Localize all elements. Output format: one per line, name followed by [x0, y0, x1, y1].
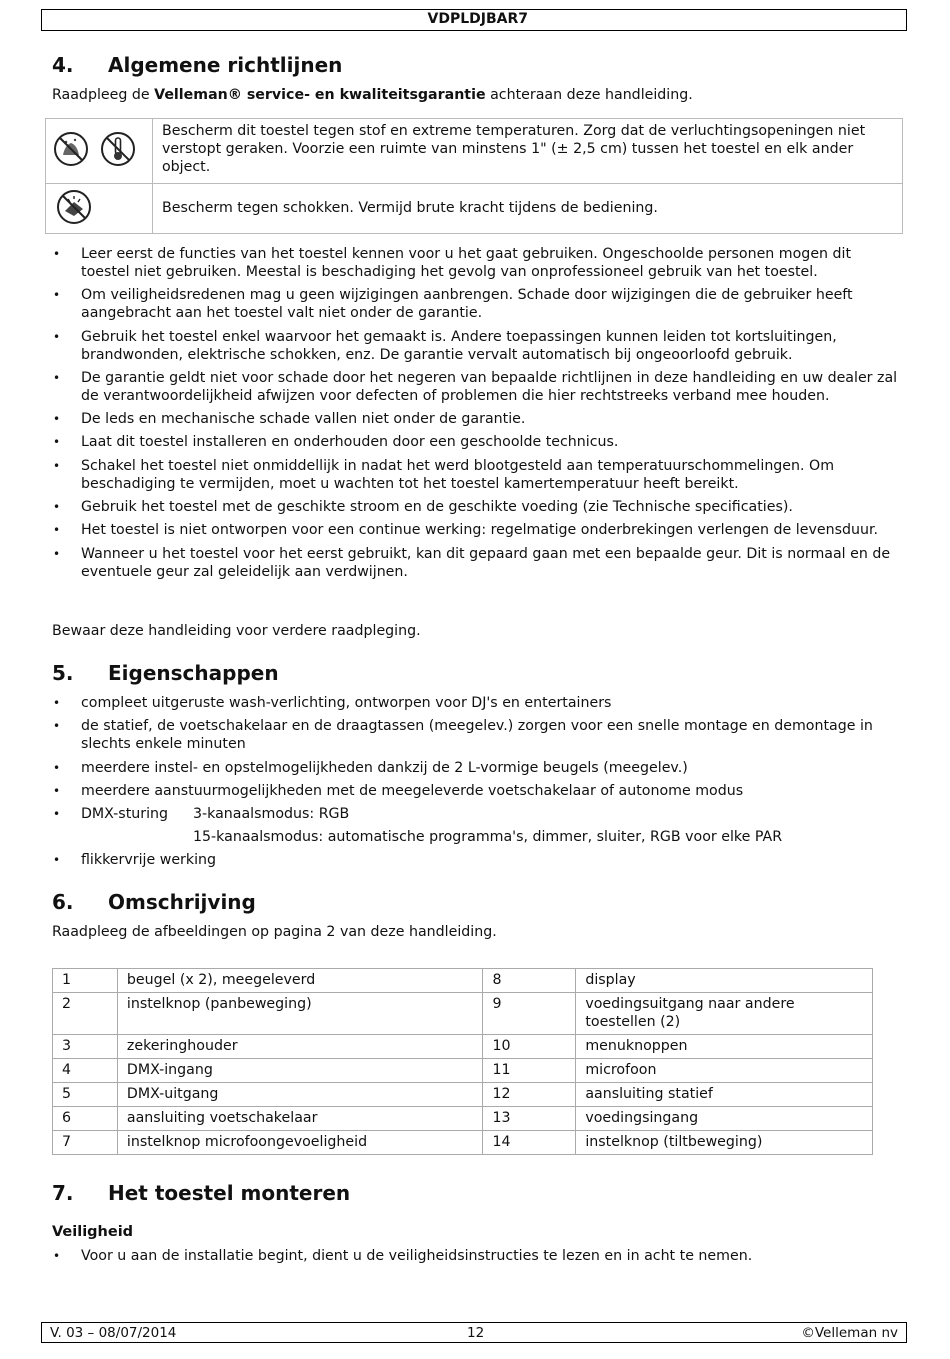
page-header: [41, 9, 907, 31]
table-row: [53, 969, 873, 993]
list-item: • Om veiligheidsredenen mag u geen wijzigingen aanbrengen. Schade door wijzigingen die de gebruiker heeft aangebracht aan het toestel valt niet onder de garantie.: [52, 286, 902, 322]
section-6-heading: [52, 890, 256, 914]
safety-text-shock: Bescherm tegen schokken. Vermijd brute kracht tijdens de bediening.: [162, 200, 658, 216]
section-4-closing: Bewaar deze handleiding voor verdere raadpleging.: [52, 623, 421, 639]
intro-text: Raadpleeg de: [52, 87, 155, 103]
part-number: 2: [53, 993, 118, 1035]
features-list: [52, 694, 902, 875]
table-row: [53, 1059, 873, 1083]
list-item: • Gebruik het toestel met de geschikte stroom en de geschikte voeding (zie Technische specificaties).: [52, 498, 902, 516]
part-description: aansluiting statief: [576, 1083, 873, 1107]
section-title: Algemene richtlijnen: [108, 53, 343, 77]
intro-text-end: achteraan deze handleiding.: [485, 87, 693, 103]
warranty-reference: Velleman® service- en kwaliteitsgarantie: [154, 87, 486, 103]
list-item: • Het toestel is niet ontworpen voor een continue werking: regelmatige onderbrekingen verlengen de levensduur.: [52, 521, 902, 539]
part-number: 13: [483, 1107, 576, 1131]
list-item: • De garantie geldt niet voor schade door het negeren van bepaalde richtlijnen in deze handleiding en uw dealer zal de verantwoordelijkheid afwijzen voor defecten of problemen die hier rechtstreeks verband mee houden.: [52, 369, 902, 405]
section-title: Het toestel monteren: [108, 1181, 351, 1205]
dmx-mode-15ch: 15-kanaalsmodus: automatische programma's, dimmer, sluiter, RGB voor elke PAR: [193, 829, 783, 846]
section-number: 4.: [52, 53, 74, 77]
list-item: • meerdere instel- en opstelmogelijkheden dankzij de 2 L-vormige beugels (meegelev.): [52, 759, 902, 777]
part-description: DMX-ingang: [117, 1059, 483, 1083]
part-number: 3: [53, 1035, 118, 1059]
part-description: aansluiting voetschakelaar: [117, 1107, 483, 1131]
part-description: DMX-uitgang: [117, 1083, 483, 1107]
list-item: • compleet uitgeruste wash-verlichting, ontworpen voor DJ's en entertainers: [52, 694, 902, 712]
dmx-label: • DMX-sturing: [81, 806, 169, 823]
general-guidelines-list: [52, 245, 902, 586]
part-number: 5: [53, 1083, 118, 1107]
part-description: instelknop microfoongevoeligheid: [117, 1131, 483, 1155]
safety-subheading: Veiligheid: [52, 1224, 134, 1240]
safety-text-dust-temperature: Bescherm dit toestel tegen stof en extreme temperaturen. Zorg dat de verluchtingsopeningen niet verstopt geraken. Voorzie een ruimte van minstens 1" (± 2,5 cm) tussen het toestel en elk ander object.: [162, 123, 866, 175]
list-item: • Laat dit toestel installeren en onderhouden door een geschoolde technicus.: [52, 433, 902, 451]
list-item: • Leer eerst de functies van het toestel kennen voor u het gaat gebruiken. Ongeschoolde personen mogen dit toestel niet gebruiken. Meestal is beschadiging het gevolg van onprofessioneel gebruik van het toestel.: [52, 245, 902, 281]
table-row: [53, 1083, 873, 1107]
section-6-intro: Raadpleeg de afbeeldingen op pagina 2 van deze handleiding.: [52, 924, 497, 940]
no-extreme-temperature-icon: [100, 131, 136, 167]
part-description: display: [576, 969, 873, 993]
part-description: instelknop (panbeweging): [117, 993, 483, 1035]
part-description: microfoon: [576, 1059, 873, 1083]
part-number: 12: [483, 1083, 576, 1107]
part-number: 1: [53, 969, 118, 993]
parts-table: [52, 968, 873, 1155]
part-description: voedingsingang: [576, 1107, 873, 1131]
table-row: [53, 1035, 873, 1059]
table-row: [53, 1107, 873, 1131]
table-row: [53, 1131, 873, 1155]
dmx-mode-3ch: 3-kanaalsmodus: RGB: [193, 806, 350, 823]
mounting-safety-list: [52, 1247, 902, 1270]
no-dust-icon: [53, 131, 89, 167]
list-item: • De leds en mechanische schade vallen niet onder de garantie.: [52, 410, 902, 428]
page-footer: [41, 1322, 907, 1343]
section-7-heading: [52, 1181, 350, 1205]
list-item: • meerdere aanstuurmogelijkheden met de meegeleverde voetschakelaar of autonome modus: [52, 782, 902, 800]
section-4-intro: [52, 86, 693, 104]
table-row: [53, 993, 873, 1035]
part-number: 8: [483, 969, 576, 993]
footer-copyright: ©Velleman nv: [801, 1325, 898, 1341]
section-title: Omschrijving: [108, 890, 256, 914]
part-number: 7: [53, 1131, 118, 1155]
list-item: • Voor u aan de installatie begint, dient u de veiligheidsinstructies te lezen en in acht te nemen.: [52, 1247, 902, 1265]
part-number: 9: [483, 993, 576, 1035]
list-item: • de statief, de voetschakelaar en de draagtassen (meegelev.) zorgen voor een snelle montage en demontage in slechts enkele minuten: [52, 717, 902, 753]
part-number: 14: [483, 1131, 576, 1155]
part-description: beugel (x 2), meegeleverd: [117, 969, 483, 993]
list-item: • Wanneer u het toestel voor het eerst gebruikt, kan dit gepaard gaan met een bepaalde geur. Dit is normaal en de eventuele geur zal geleidelijk aan verdwijnen.: [52, 545, 902, 581]
row-divider: [46, 183, 902, 184]
footer-page-number: 12: [467, 1325, 485, 1341]
section-number: 7.: [52, 1181, 74, 1205]
part-number: 10: [483, 1035, 576, 1059]
list-item: • Schakel het toestel niet onmiddellijk in nadat het werd blootgesteld aan temperatuurschommelingen. Om beschadiging te vermijden, moet u wachten tot het toestel kamertemperatuur heeft bereikt.: [52, 457, 902, 493]
section-5-heading: [52, 661, 279, 685]
part-description: instelknop (tiltbeweging): [576, 1131, 873, 1155]
part-number: 4: [53, 1059, 118, 1083]
header-title: VDPLDJBAR7: [427, 11, 528, 27]
part-number: 6: [53, 1107, 118, 1131]
footer-version: V. 03 – 08/07/2014: [50, 1325, 177, 1341]
section-title: Eigenschappen: [108, 661, 279, 685]
safety-instructions-table: [45, 118, 903, 234]
section-number: 5.: [52, 661, 74, 685]
section-number: 6.: [52, 890, 74, 914]
part-description: menuknoppen: [576, 1035, 873, 1059]
part-description: zekeringhouder: [117, 1035, 483, 1059]
list-item: • Gebruik het toestel enkel waarvoor het gemaakt is. Andere toepassingen kunnen leiden tot kortsluitingen, brandwonden, elektrische schokken, enz. De garantie vervalt automatisch bij ongeoorloofd gebruik.: [52, 328, 902, 364]
part-description: voedingsuitgang naar andere toestellen (2): [576, 993, 873, 1035]
part-number: 11: [483, 1059, 576, 1083]
list-item-dmx: [52, 805, 902, 846]
no-shock-icon: [56, 189, 92, 225]
list-item: • flikkervrije werking: [52, 851, 902, 869]
section-4-heading: [52, 53, 342, 77]
